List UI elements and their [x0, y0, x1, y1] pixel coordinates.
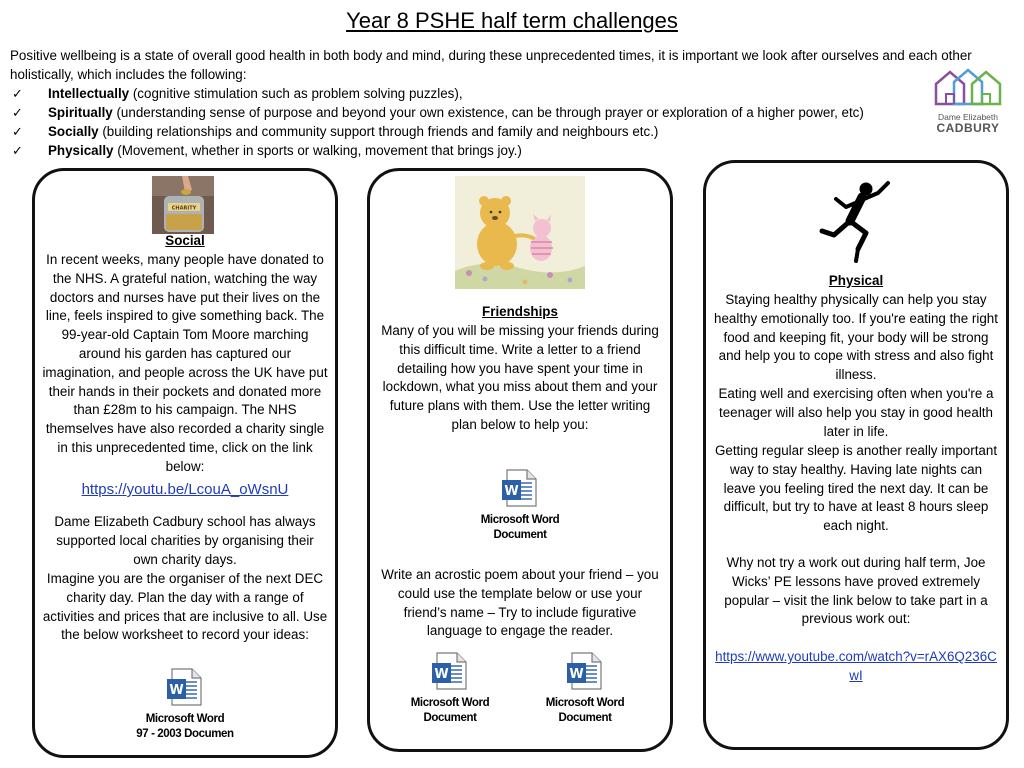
- page-title: Year 8 PSHE half term challenges: [346, 8, 678, 33]
- physical-paragraph: Eating well and exercising often when you're a teenager will also help you stay in good health later in life.: [718, 386, 994, 439]
- social-panel: [32, 168, 338, 758]
- friendships-heading: Friendships: [482, 304, 558, 319]
- doc-caption: Document: [493, 529, 547, 541]
- social-paragraph: Dame Elizabeth Cadbury school has always supported local charities by organising their own charity days.: [54, 514, 316, 567]
- wellbeing-checklist: [10, 84, 985, 160]
- physical-paragraph: Getting regular sleep is another really important way to stay healthy. Having late nights can leave you feeling tired the next day. It can be difficult, but try to have at least 8 hours sleep each night.: [714, 443, 998, 534]
- pooh-piglet-illustration: [455, 176, 585, 289]
- physical-paragraph: Staying healthy physically can help you stay healthy emotionally too. If you're eating the right food and keeping fit, your body will be strong and help you to cope with stress and also fight illness.: [714, 292, 998, 383]
- svg-text:W: W: [169, 683, 184, 698]
- physical-panel: [703, 160, 1009, 750]
- list-item: ✓ Spiritually (understanding sense of purpose and beyond your own existence, can be through prayer or exploration of a higher power, etc): [12, 105, 864, 120]
- intro-text: Positive wellbeing is a state of overall good health in both body and mind, during these unprecedented times, it is important we look after ourselves and each other holistically, which includes the following:: [10, 48, 972, 82]
- runner-silhouette-icon: [816, 177, 896, 267]
- doc-caption: Microsoft Word: [145, 713, 225, 725]
- charity-jar-photo: [152, 176, 214, 234]
- word-document-icon: [501, 469, 539, 507]
- word-document-icon: [166, 668, 204, 706]
- svg-text:W: W: [504, 484, 519, 499]
- word-document-attachment[interactable]: [130, 668, 240, 742]
- list-item: ✓ Intellectually (cognitive stimulation such as problem solving puzzles),: [12, 86, 463, 101]
- intro-section: [10, 46, 985, 160]
- logo-text: Dame Elizabeth: [937, 112, 998, 122]
- word-document-attachment[interactable]: [465, 469, 575, 543]
- friendships-panel: [367, 168, 673, 752]
- doc-caption: Document: [423, 712, 477, 724]
- social-video-link[interactable]: https://youtu.be/LcouA_oWsnU: [81, 481, 289, 498]
- social-paragraph: In recent weeks, many people have donated to the NHS. A grateful nation, watching the way doctors and nurses have put their lives on the line, feels inspired to give something back. The 99-year-old Captain Tom Moore marching around his garden has captured our imagination, and people across the UK have put their hands in their pockets and donated more than £28m to his campaign. The NHS themselves have also recorded a charity single in this unprecedented time, click on the link below:: [42, 252, 328, 474]
- friendships-paragraph: Many of you will be missing your friends during this difficult time. Write a letter to a friend detailing how you have spent your time in lockdown, what you miss about them and your future plans with them. Use the letter writing plan below to help you:: [381, 323, 659, 432]
- logo-wordmark: CADBURY: [936, 121, 1000, 135]
- checkmark-icon: ✓: [12, 105, 23, 120]
- physical-heading: Physical: [828, 273, 884, 288]
- checkmark-icon: ✓: [12, 86, 23, 101]
- word-document-attachment[interactable]: [530, 652, 640, 726]
- word-document-icon: [566, 652, 604, 690]
- doc-caption: 97 - 2003 Documen: [136, 728, 234, 740]
- list-item: ✓ Physically (Movement, whether in sports or walking, movement that brings joy.): [12, 143, 522, 158]
- word-document-attachment[interactable]: [395, 652, 505, 726]
- physical-paragraph: Why not try a work out during half term, Joe Wicks’ PE lessons have proved extremely popular – visit the link below to take part in a previous work out:: [724, 555, 988, 627]
- jar-label: CHARITY: [171, 205, 197, 212]
- word-document-icon: [431, 652, 469, 690]
- doc-caption: Document: [558, 712, 612, 724]
- doc-caption: Microsoft Word: [480, 514, 560, 526]
- doc-caption: Microsoft Word: [545, 697, 625, 709]
- school-logo: [928, 66, 1008, 136]
- svg-text:W: W: [434, 667, 449, 682]
- doc-caption: Microsoft Word: [410, 697, 490, 709]
- svg-text:W: W: [569, 667, 584, 682]
- list-item: ✓ Socially (building relationships and community support through friends and family and neighbours etc.): [12, 124, 659, 139]
- friendships-paragraph: Write an acrostic poem about your friend – you could use the template below or use your friend’s name – Try to include figurative language to engage the reader.: [381, 567, 659, 639]
- checkmark-icon: ✓: [12, 143, 23, 158]
- social-paragraph: Imagine you are the organiser of the next DEC charity day. Plan the day with a range of activities and prices that are inclusive to all. Use the below worksheet to record your ideas:: [42, 571, 328, 643]
- social-heading: Social: [165, 233, 205, 248]
- checkmark-icon: ✓: [12, 124, 23, 139]
- houses-icon: [932, 66, 1004, 106]
- physical-video-link[interactable]: https://www.youtube.com/watch?v=rAX6Q236CwI: [715, 649, 997, 683]
